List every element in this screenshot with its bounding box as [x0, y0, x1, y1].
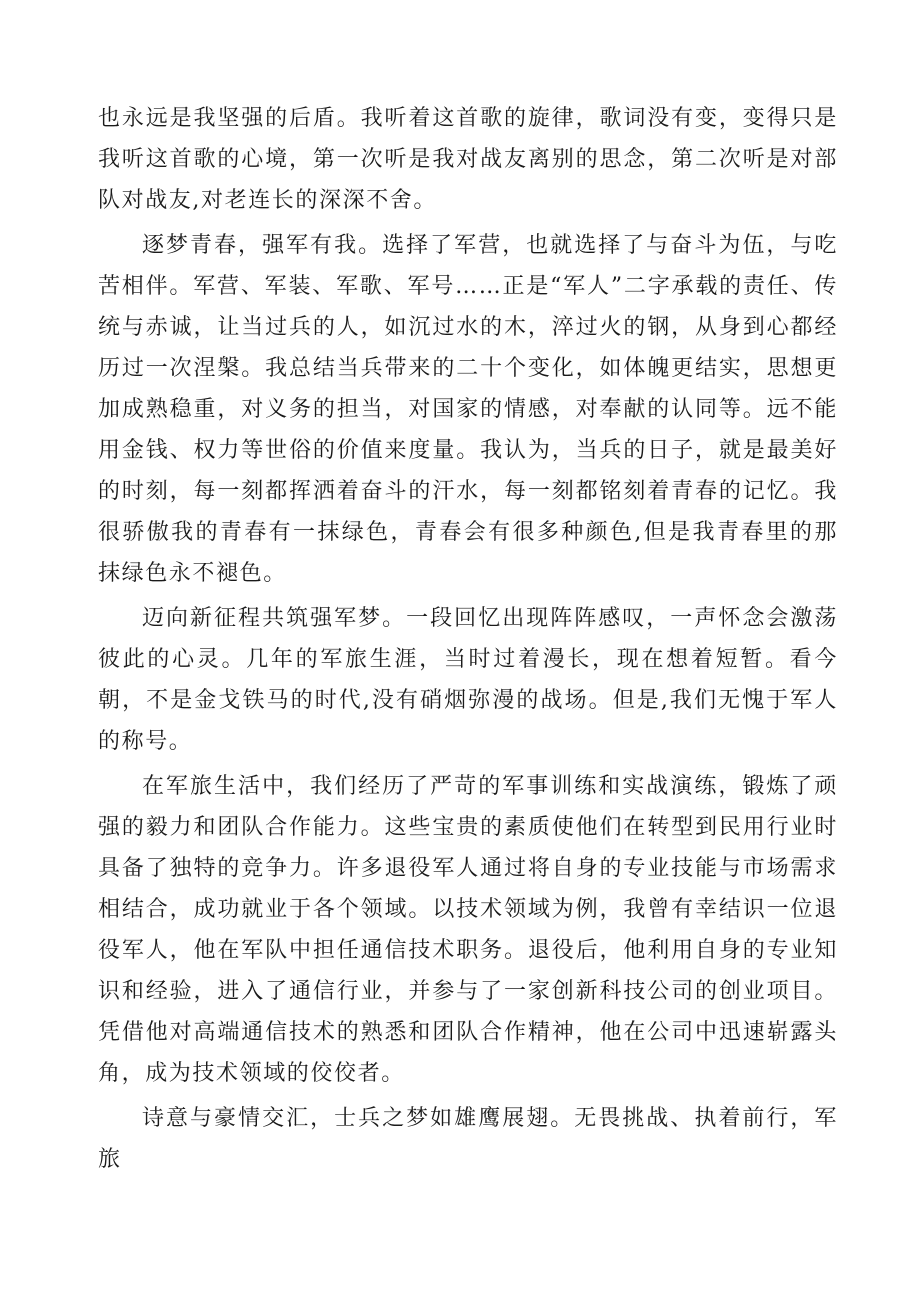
- document-body: [98, 98, 838, 1184]
- paragraph-5: 诗意与豪情交汇，士兵之梦如雄鹰展翅。无畏挑战、执着前行，军旅: [98, 1106, 838, 1172]
- paragraph-1: 也永远是我坚强的后盾。我听着这首歌的旋律，歌词没有变，变得只是我听这首歌的心境，第一次听是我对战友离别的思念，第二次听是对部队对战友,对老连长的深深不舍。: [98, 106, 838, 213]
- paragraph-2: 逐梦青春，强军有我。选择了军营，也就选择了与奋斗为伍，与吃苦相伴。军营、军装、军歌、军号……正是“军人”二字承载的责任、传统与赤诚，让当过兵的人，如沉过水的木，淬过火的钢，从身到心都经历过一次涅槃。我总结当兵带来的二十个变化，如体魄更结实，思想更加成熟稳重，对义务的担当，对国家的情感，对奉献的认同等。远不能用金钱、权力等世俗的价值来度量。我认为，当兵的日子，就是最美好的时刻，每一刻都挥洒着奋斗的汗水，每一刻都铭刻着青春的记忆。我很骄傲我的青春有一抹绿色，青春会有很多种颜色,但是我青春里的那抹绿色永不褪色。: [98, 233, 838, 586]
- paragraph-4: 在军旅生活中，我们经历了严苛的军事训练和实战演练，锻炼了顽强的毅力和团队合作能力。这些宝贵的素质使他们在转型到民用行业时具备了独特的竞争力。许多退役军人通过将自身的专业技能与市场需求相结合，成功就业于各个领域。以技术领域为例，我曾有幸结识一位退役军人，他在军队中担任通信技术职务。退役后，他利用自身的专业知识和经验，进入了通信行业，并参与了一家创新科技公司的创业项目。凭借他对高端通信技术的熟悉和团队合作精神，他在公司中迅速崭露头角，成为技术领域的佼佼者。: [98, 774, 838, 1086]
- paragraph-3: 迈向新征程共筑强军梦。一段回忆出现阵阵感叹，一声怀念会激荡彼此的心灵。几年的军旅生涯，当时过着漫长，现在想着短暂。看今朝，不是金戈铁马的时代,没有硝烟弥漫的战场。但是,我们无愧于军人的称号。: [98, 606, 838, 754]
